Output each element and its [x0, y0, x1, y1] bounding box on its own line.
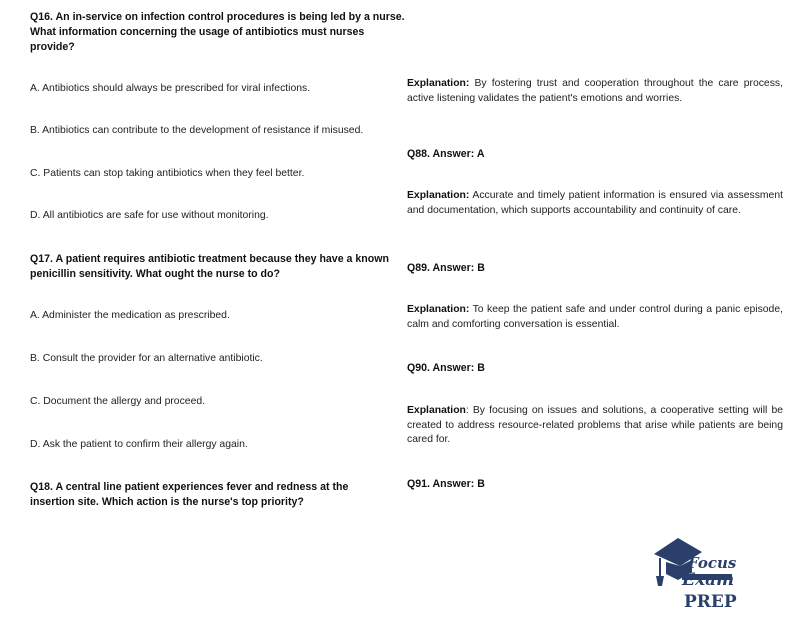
explanation-label: Explanation:: [407, 190, 470, 201]
explanation-text: To keep the patient safe and under control during a panic episode, calm and comforting conversation is essential.: [407, 304, 783, 330]
explanation-label: Explanation:: [407, 78, 470, 89]
q16-option-d: D. All antibiotics are safe for use without monitoring.: [30, 210, 269, 221]
question-q16: Q16. An in-service on infection control procedures is being led by a nurse. What information concerning the usage of antibiotics must nurses provide?: [30, 11, 405, 53]
explanation-text: Accurate and timely patient information is ensured via assessment and documentation, which supports accountability and continuity of care.: [407, 190, 783, 216]
explanation-text: : By focusing on issues and solutions, a cooperative setting will be created to address resource-related problems that arise while patients are being cared for.: [407, 405, 783, 446]
explanation-label: Explanation: [407, 405, 466, 416]
answer-q89: Q89. Answer: B: [407, 262, 485, 274]
explanation-label: Explanation:: [407, 304, 470, 315]
focus-exam-prep-logo: [652, 532, 738, 614]
q17-option-d: D. Ask the patient to confirm their allergy again.: [30, 439, 248, 450]
logo-text-prep: PREP: [684, 592, 737, 612]
logo-text-exam: Exam: [682, 570, 735, 590]
question-q18: Q18. A central line patient experiences fever and redness at the insertion site. Which action is the nurse's top priority?: [30, 481, 349, 508]
q17-option-c: C. Document the allergy and proceed.: [30, 396, 206, 407]
explanation-4: [407, 404, 783, 448]
answer-q91: Q91. Answer: B: [407, 478, 485, 490]
q17-option-a: A. Administer the medication as prescribed.: [30, 310, 230, 321]
explanation-1: [407, 77, 783, 106]
logo-text-focus: Focus: [688, 554, 737, 572]
q17-option-b: B. Consult the provider for an alternative antibiotic.: [30, 353, 263, 364]
answer-q88: Q88. Answer: A: [407, 148, 485, 160]
q16-option-b: B. Antibiotics can contribute to the development of resistance if misused.: [30, 125, 364, 136]
answer-q90: Q90. Answer: B: [407, 362, 485, 374]
explanation-text: By fostering trust and cooperation throughout the care process, active listening validates the patient's emotions and worries.: [407, 78, 783, 104]
explanation-3: [407, 303, 783, 332]
question-q17: Q17. A patient requires antibiotic treatment because they have a known penicillin sensitivity. What ought the nurse to do?: [30, 253, 389, 280]
explanation-2: [407, 189, 783, 218]
q16-option-c: C. Patients can stop taking antibiotics when they feel better.: [30, 168, 305, 179]
q16-option-a: A. Antibiotics should always be prescribed for viral infections.: [30, 83, 311, 94]
